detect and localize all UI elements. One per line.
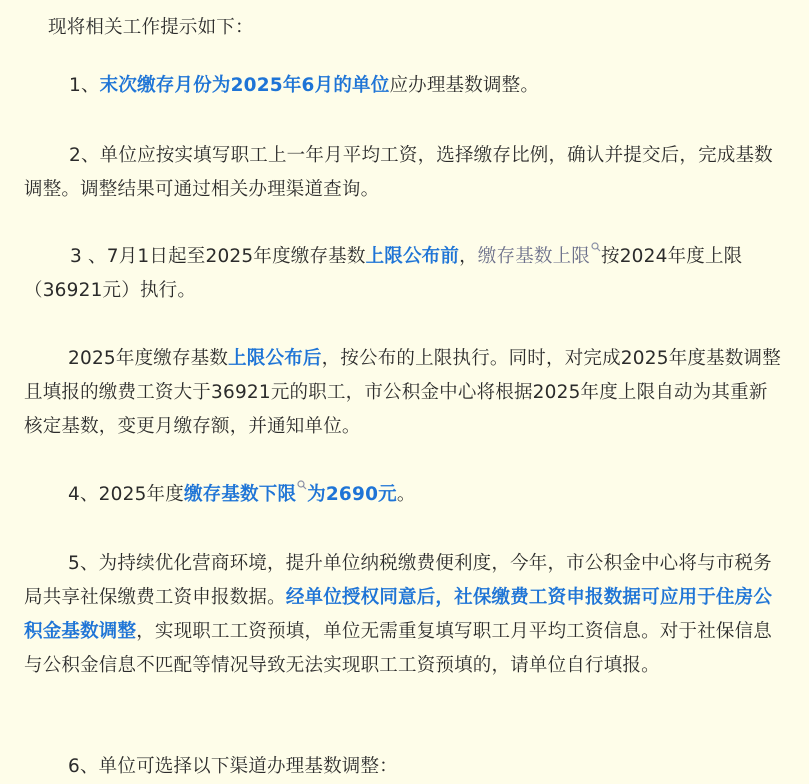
item-1-highlight: 末次缴存月份为2025年6月的单位: [99, 75, 390, 96]
item-4-highlight-b: 为2690元: [307, 484, 397, 505]
item-4: [68, 478, 786, 512]
item-3b-highlight: 上限公布后: [228, 348, 322, 369]
item-3-highlight: 上限公布前: [365, 246, 460, 267]
intro-text: 现将相关工作提示如下：: [48, 17, 254, 38]
item-3-middle: ，: [459, 246, 478, 267]
item-5-highlight: 经单位授权同意后，社保缴费工资申报数据可应用于住房公积金基数调整: [24, 587, 773, 642]
item-2: [24, 139, 786, 207]
item-4-suffix: 。: [396, 484, 416, 505]
item-3b-suffix: ，按公布的上限执行。同时，对完成2025年度基数调整且填报的缴费工资大于36921元的职工，市公积金中心将根据2025年度上限自动为其重新核定基数，变更月缴存额，并通知单位。: [24, 348, 781, 437]
item-1: [69, 69, 786, 103]
intro-line: [48, 11, 788, 45]
item-3b: [24, 342, 786, 444]
item-3b-prefix: 2025年度缴存基数: [68, 348, 229, 369]
search-icon[interactable]: [297, 480, 307, 496]
item-5-suffix: ，实现职工工资预填，单位无需重复填写职工月平均工资信息。对于社保信息与公积金信息不匹配等情况导致无法实现职工工资预填的，请单位自行填报。: [24, 621, 773, 676]
base-upper-limit-link[interactable]: 缴存基数上限: [477, 246, 590, 267]
item-4-prefix: 4、2025年度: [68, 484, 184, 505]
item-2-text: 2、单位应按实填写职工上一年月平均工资，选择缴存比例，确认并提交后，完成基数调整。调整结果可通过相关办理渠道查询。: [24, 145, 773, 200]
search-icon[interactable]: [591, 242, 601, 258]
item-1-suffix: 应办理基数调整。: [389, 75, 540, 96]
item-6-text: 6、单位可选择以下渠道办理基数调整：: [68, 756, 398, 777]
item-1-prefix: 1、: [69, 75, 100, 96]
item-3: [24, 240, 786, 308]
item-4-highlight-a[interactable]: 缴存基数下限: [183, 484, 297, 505]
item-3-suffix: 按2024年度上限（36921元）执行。: [24, 246, 743, 301]
item-5: [24, 547, 786, 683]
item-5-prefix: 5、为持续优化营商环境，提升单位纳税缴费便利度，今年，市公积金中心将与市税务局共享社保缴费工资申报数据。: [24, 553, 772, 608]
item-3-prefix: 3 、7月1日起至2025年度缴存基数: [70, 246, 366, 267]
item-6: [68, 750, 786, 784]
